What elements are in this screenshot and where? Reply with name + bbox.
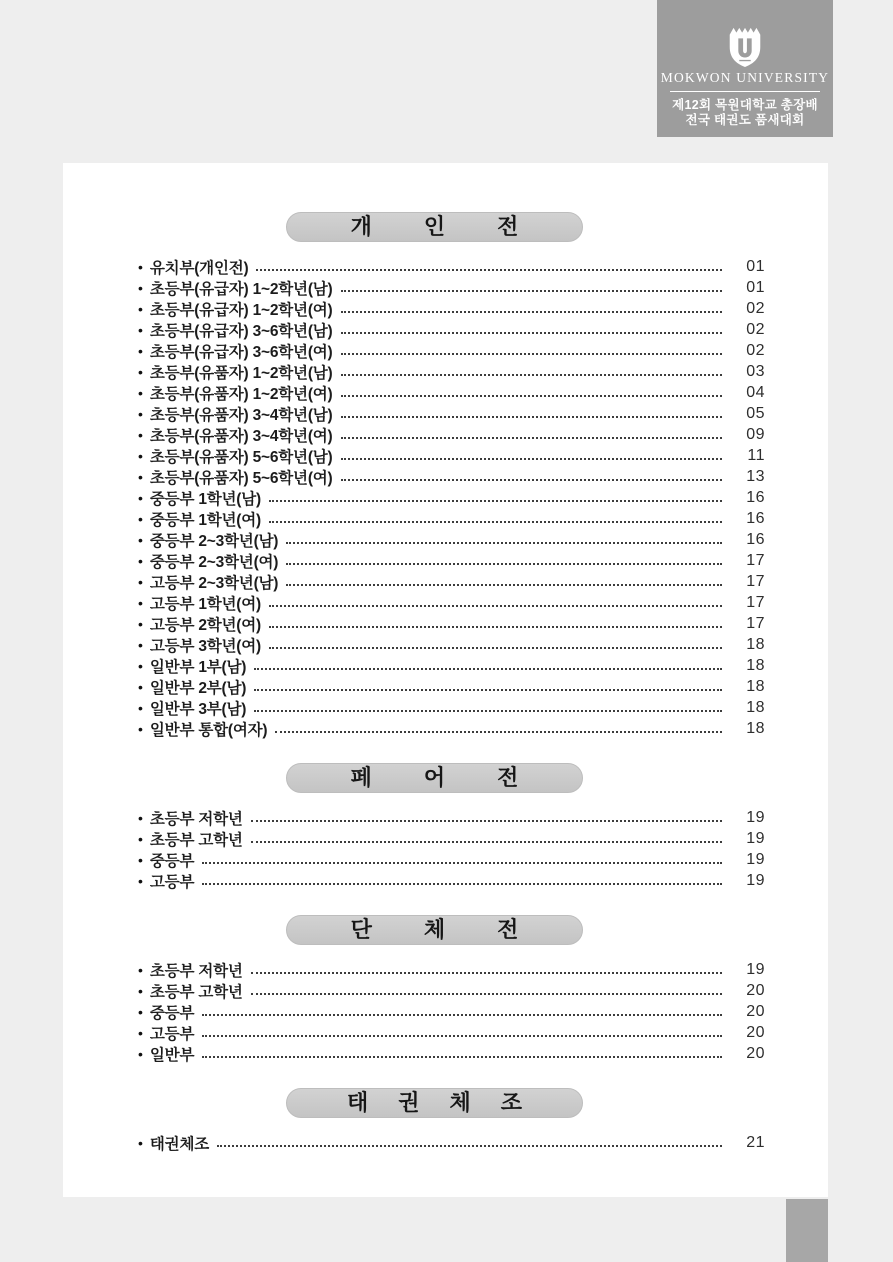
- dotted-leader: [269, 521, 722, 523]
- toc-row: [138, 403, 765, 424]
- bullet-icon: •: [138, 342, 143, 359]
- bullet-icon: •: [138, 872, 143, 889]
- toc-row: [138, 256, 765, 277]
- toc-item-label: 일반부 2부(남): [149, 679, 247, 697]
- toc-item-label: 중등부: [149, 852, 195, 870]
- toc-item-label: 초등부 고학년: [149, 831, 243, 849]
- bullet-icon: •: [138, 405, 143, 422]
- toc-item-page: 17: [746, 593, 765, 611]
- dotted-leader: [341, 395, 722, 397]
- toc-sections: [63, 212, 828, 1153]
- toc-item-label: 일반부 1부(남): [149, 658, 247, 676]
- event-title-line1: 제12회 목원대학교 총장배: [672, 98, 818, 112]
- toc-item-page: 19: [746, 808, 765, 826]
- toc-item-page: 18: [746, 656, 765, 674]
- toc-item-label: 초등부(유급자) 3~6학년(여): [149, 343, 333, 361]
- bullet-icon: •: [138, 258, 143, 275]
- bullet-icon: •: [138, 279, 143, 296]
- toc-row: [138, 529, 765, 550]
- toc-row: [138, 1022, 765, 1043]
- section-title: 단체전: [350, 917, 571, 942]
- toc-list: [138, 959, 765, 1064]
- toc-item-page: 19: [746, 960, 765, 978]
- toc-item-page: 02: [746, 299, 765, 317]
- toc-item-label: 초등부(유품자) 3~4학년(남): [149, 406, 333, 424]
- toc-item-label: 초등부(유품자) 5~6학년(여): [149, 469, 333, 487]
- toc-row: [138, 634, 765, 655]
- toc-item-page: 04: [746, 383, 765, 401]
- bullet-icon: •: [138, 531, 143, 548]
- dotted-leader: [275, 731, 722, 733]
- toc-item-label: 태권체조: [149, 1135, 209, 1153]
- toc-row: [138, 1132, 765, 1153]
- toc-item-page: 01: [746, 278, 765, 296]
- toc-item-page: 17: [746, 614, 765, 632]
- toc-list: [138, 807, 765, 891]
- toc-row: [138, 1043, 765, 1064]
- section-header-pill: [286, 915, 583, 945]
- page-corner-tab: [786, 1199, 828, 1262]
- toc-row: [138, 980, 765, 1001]
- toc-row: [138, 361, 765, 382]
- toc-row: [138, 340, 765, 361]
- toc-item-label: 초등부 저학년: [149, 962, 243, 980]
- toc-item-label: 중등부 1학년(여): [149, 511, 261, 529]
- section-title: 개인전: [350, 214, 571, 239]
- toc-row: [138, 592, 765, 613]
- toc-item-label: 유치부(개인전): [149, 259, 249, 277]
- section-header-pill: [286, 1088, 583, 1118]
- toc-item-page: 05: [746, 404, 765, 422]
- toc-row: [138, 718, 765, 739]
- toc-item-page: 20: [746, 1023, 765, 1041]
- bullet-icon: •: [138, 720, 143, 737]
- bullet-icon: •: [138, 489, 143, 506]
- university-badge: [657, 0, 833, 137]
- toc-item-label: 일반부 통합(여자): [149, 721, 268, 739]
- toc-item-label: 고등부 2학년(여): [149, 616, 261, 634]
- toc-row: [138, 508, 765, 529]
- toc-section: [63, 915, 828, 1064]
- dotted-leader: [256, 269, 722, 271]
- bullet-icon: •: [138, 321, 143, 338]
- bullet-icon: •: [138, 1024, 143, 1041]
- bullet-icon: •: [138, 615, 143, 632]
- dotted-leader: [341, 353, 722, 355]
- bullet-icon: •: [138, 961, 143, 978]
- toc-item-label: 초등부 고학년: [149, 983, 243, 1001]
- toc-item-page: 02: [746, 341, 765, 359]
- toc-item-label: 초등부(유품자) 1~2학년(여): [149, 385, 333, 403]
- dotted-leader: [202, 862, 722, 864]
- toc-row: [138, 550, 765, 571]
- toc-row: [138, 959, 765, 980]
- bullet-icon: •: [138, 468, 143, 485]
- dotted-leader: [251, 841, 722, 843]
- toc-item-page: 16: [746, 488, 765, 506]
- toc-row: [138, 1001, 765, 1022]
- dotted-leader: [286, 563, 722, 565]
- bullet-icon: •: [138, 1045, 143, 1062]
- toc-item-label: 초등부(유품자) 3~4학년(여): [149, 427, 333, 445]
- dotted-leader: [341, 332, 722, 334]
- dotted-leader: [251, 972, 722, 974]
- dotted-leader: [254, 668, 722, 670]
- toc-item-page: 03: [746, 362, 765, 380]
- toc-item-label: 초등부 저학년: [149, 810, 243, 828]
- bullet-icon: •: [138, 851, 143, 868]
- toc-item-page: 19: [746, 829, 765, 847]
- toc-item-page: 20: [746, 1044, 765, 1062]
- toc-row: [138, 487, 765, 508]
- toc-item-label: 일반부 3부(남): [149, 700, 247, 718]
- toc-row: [138, 870, 765, 891]
- toc-row: [138, 613, 765, 634]
- toc-item-label: 중등부 1학년(남): [149, 490, 261, 508]
- toc-item-page: 16: [746, 509, 765, 527]
- toc-item-label: 고등부 1학년(여): [149, 595, 261, 613]
- bullet-icon: •: [138, 594, 143, 611]
- dotted-leader: [202, 1056, 722, 1058]
- toc-item-label: 고등부 3학년(여): [149, 637, 261, 655]
- toc-item-page: 21: [746, 1133, 765, 1151]
- toc-item-page: 20: [746, 981, 765, 999]
- section-title: 페어전: [350, 765, 571, 790]
- dotted-leader: [286, 584, 722, 586]
- dotted-leader: [341, 290, 722, 292]
- dotted-leader: [217, 1145, 722, 1147]
- toc-item-page: 19: [746, 850, 765, 868]
- toc-row: [138, 298, 765, 319]
- dotted-leader: [341, 479, 722, 481]
- dotted-leader: [254, 689, 722, 691]
- toc-row: [138, 466, 765, 487]
- university-crest-logo: [724, 26, 766, 68]
- toc-row: [138, 807, 765, 828]
- toc-item-label: 고등부 2~3학년(남): [149, 574, 279, 592]
- section-header-pill: [286, 763, 583, 793]
- toc-item-page: 09: [746, 425, 765, 443]
- toc-page-panel: [63, 163, 828, 1197]
- toc-row: [138, 697, 765, 718]
- toc-row: [138, 571, 765, 592]
- toc-item-page: 17: [746, 551, 765, 569]
- bullet-icon: •: [138, 636, 143, 653]
- toc-row: [138, 382, 765, 403]
- toc-item-page: 13: [746, 467, 765, 485]
- toc-item-label: 중등부: [149, 1004, 195, 1022]
- dotted-leader: [341, 416, 722, 418]
- toc-item-label: 초등부(유급자) 1~2학년(남): [149, 280, 333, 298]
- dotted-leader: [341, 374, 722, 376]
- bullet-icon: •: [138, 830, 143, 847]
- toc-list: [138, 1132, 765, 1153]
- bullet-icon: •: [138, 982, 143, 999]
- toc-row: [138, 319, 765, 340]
- toc-item-page: 20: [746, 1002, 765, 1020]
- dotted-leader: [254, 710, 722, 712]
- toc-item-label: 일반부: [149, 1046, 195, 1064]
- dotted-leader: [251, 993, 722, 995]
- toc-item-page: 18: [746, 698, 765, 716]
- bullet-icon: •: [138, 678, 143, 695]
- toc-section: [63, 1088, 828, 1153]
- toc-item-label: 초등부(유급자) 3~6학년(남): [149, 322, 333, 340]
- dotted-leader: [341, 458, 722, 460]
- dotted-leader: [269, 647, 722, 649]
- bullet-icon: •: [138, 363, 143, 380]
- dotted-leader: [269, 626, 722, 628]
- section-title: 태권체조: [346, 1090, 552, 1115]
- bullet-icon: •: [138, 552, 143, 569]
- section-header-pill: [286, 212, 583, 242]
- toc-item-label: 고등부: [149, 1025, 195, 1043]
- bullet-icon: •: [138, 699, 143, 716]
- toc-item-page: 01: [746, 257, 765, 275]
- toc-row: [138, 424, 765, 445]
- university-name: MOKWON UNIVERSITY: [660, 70, 830, 85]
- toc-item-page: 02: [746, 320, 765, 338]
- toc-item-label: 중등부 2~3학년(남): [149, 532, 279, 550]
- toc-item-label: 고등부: [149, 873, 195, 891]
- dotted-leader: [251, 820, 722, 822]
- dotted-leader: [202, 883, 722, 885]
- toc-item-page: 11: [747, 446, 765, 464]
- dotted-leader: [202, 1035, 722, 1037]
- bullet-icon: •: [138, 300, 143, 317]
- toc-item-page: 18: [746, 635, 765, 653]
- toc-row: [138, 445, 765, 466]
- dotted-leader: [341, 311, 722, 313]
- bullet-icon: •: [138, 1134, 143, 1151]
- toc-row: [138, 676, 765, 697]
- toc-list: [138, 256, 765, 739]
- bullet-icon: •: [138, 809, 143, 826]
- bullet-icon: •: [138, 384, 143, 401]
- bullet-icon: •: [138, 447, 143, 464]
- toc-item-label: 초등부(유품자) 5~6학년(남): [149, 448, 333, 466]
- toc-item-page: 18: [746, 677, 765, 695]
- bullet-icon: •: [138, 510, 143, 527]
- dotted-leader: [269, 500, 722, 502]
- dotted-leader: [286, 542, 722, 544]
- toc-item-page: 17: [746, 572, 765, 590]
- bullet-icon: •: [138, 573, 143, 590]
- toc-section: [63, 212, 828, 739]
- toc-item-page: 18: [746, 719, 765, 737]
- dotted-leader: [341, 437, 722, 439]
- bullet-icon: •: [138, 426, 143, 443]
- toc-row: [138, 828, 765, 849]
- dotted-leader: [202, 1014, 722, 1016]
- bullet-icon: •: [138, 657, 143, 674]
- toc-row: [138, 277, 765, 298]
- toc-item-page: 19: [746, 871, 765, 889]
- event-title-line2: 전국 태권도 품새대회: [685, 113, 805, 127]
- toc-item-label: 중등부 2~3학년(여): [149, 553, 279, 571]
- badge-divider: [670, 91, 820, 92]
- toc-section: [63, 763, 828, 891]
- dotted-leader: [269, 605, 722, 607]
- bullet-icon: •: [138, 1003, 143, 1020]
- toc-item-page: 16: [746, 530, 765, 548]
- toc-item-label: 초등부(유급자) 1~2학년(여): [149, 301, 333, 319]
- toc-row: [138, 655, 765, 676]
- toc-row: [138, 849, 765, 870]
- toc-item-label: 초등부(유품자) 1~2학년(남): [149, 364, 333, 382]
